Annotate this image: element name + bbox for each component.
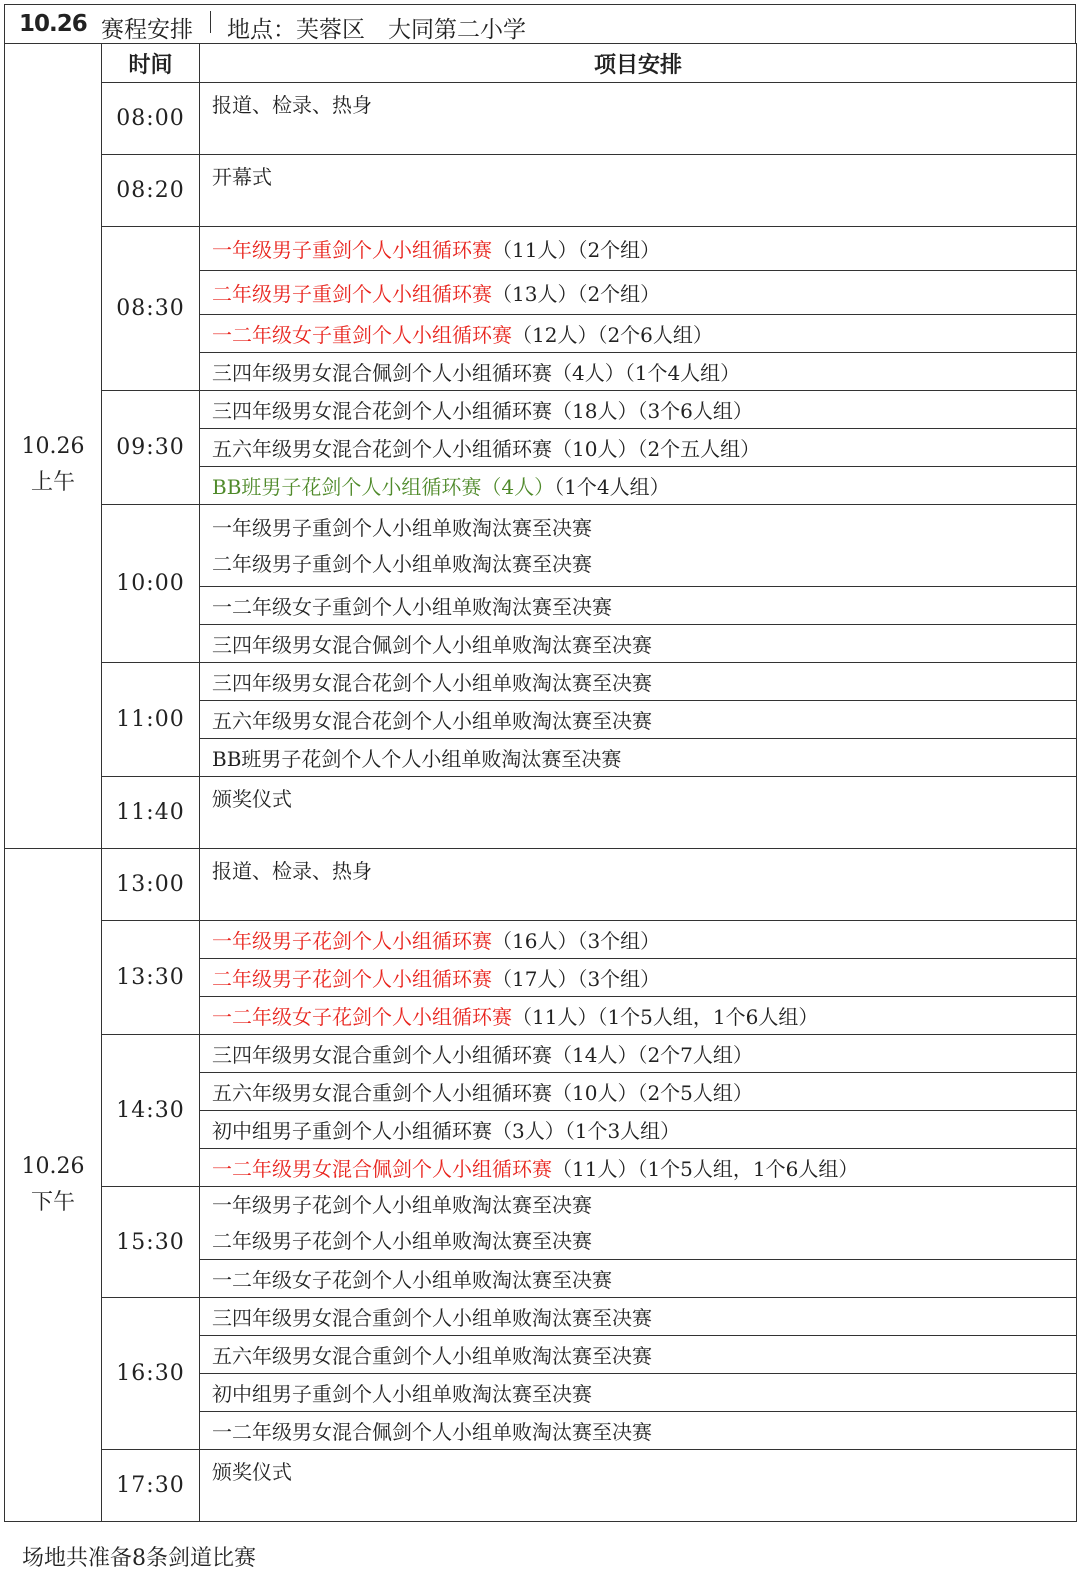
schedule-item [200, 849, 1077, 921]
event-text: 五六年级男女混合花剑个人小组单败淘汰赛至决赛 [212, 709, 652, 733]
schedule-item [200, 505, 1077, 587]
schedule-item [200, 663, 1077, 701]
schedule-item [200, 155, 1077, 227]
schedule-item [200, 1374, 1077, 1412]
time-text: 08:30 [116, 296, 185, 321]
schedule-row [5, 663, 1077, 701]
highlighted-event: 一二年级女子重剑个人小组循环赛 [212, 323, 512, 347]
schedule-item [200, 315, 1077, 353]
event-text: （11人）（1个5人组，1个6人组） [552, 1157, 859, 1181]
schedule-item [200, 271, 1077, 315]
schedule-item [200, 1298, 1077, 1336]
event-text: 报道、检录、热身 [212, 859, 372, 883]
time-text: 10:00 [116, 571, 185, 596]
event-text: 一二年级女子花剑个人小组单败淘汰赛至决赛 [212, 1268, 612, 1292]
time-cell [102, 1298, 200, 1450]
time-cell [102, 1450, 200, 1522]
time-text: 11:00 [116, 707, 185, 732]
time-text: 08:00 [116, 106, 185, 131]
header-schedule-label: 赛程安排 [101, 17, 193, 43]
event-text: （1个4人组） [554, 475, 670, 499]
event-text: 三四年级男女混合花剑个人小组单败淘汰赛至决赛 [212, 671, 652, 695]
time-cell [102, 777, 200, 849]
time-text: 15:30 [116, 1229, 185, 1255]
time-text: 11:40 [116, 800, 185, 825]
session-date: 10.26 [21, 1154, 85, 1179]
time-cell [102, 505, 200, 663]
highlighted-event: 二年级男子重剑个人小组循环赛 [212, 282, 492, 306]
event-text: （13人）（2个组） [492, 282, 661, 306]
schedule-item [200, 1111, 1077, 1149]
event-text: 三四年级男女混合佩剑个人小组单败淘汰赛至决赛 [212, 633, 652, 657]
schedule-item [200, 429, 1077, 467]
schedule-item [200, 391, 1077, 429]
schedule-item [200, 777, 1077, 849]
schedule-row [5, 777, 1077, 849]
time-cell [102, 227, 200, 391]
footer-note: 场地共准备8条剑道比赛 [22, 1546, 256, 1571]
event-text: （11人）（2个组） [492, 238, 661, 262]
time-cell [102, 391, 200, 505]
schedule-row [5, 83, 1077, 155]
time-cell [102, 155, 200, 227]
event-text: BB班男子花剑个人个人小组单败淘汰赛至决赛 [212, 747, 622, 771]
highlighted-event: 二年级男子花剑个人小组循环赛 [212, 967, 492, 991]
event-text: 颁奖仪式 [212, 787, 292, 811]
event-text: 开幕式 [212, 165, 272, 189]
time-text: 16:30 [116, 1361, 185, 1386]
header-location: 地点：芙蓉区 大同第二小学 [227, 17, 526, 43]
schedule-item [200, 83, 1077, 155]
highlighted-event: 一二年级女子花剑个人小组循环赛 [212, 1005, 512, 1029]
time-text: 09:30 [116, 435, 185, 460]
highlighted-event: BB班男子花剑个人小组循环赛（4人） [212, 475, 555, 499]
time-cell [102, 921, 200, 1035]
schedule-row [5, 921, 1077, 959]
event-text: 二年级男子重剑个人小组单败淘汰赛至决赛 [212, 551, 592, 576]
schedule-item [200, 1260, 1077, 1298]
schedule-row [5, 1187, 1077, 1260]
event-text: （12人）（2个6人组） [512, 323, 713, 347]
time-text: 08:20 [116, 178, 185, 203]
schedule-item [200, 1336, 1077, 1374]
schedule-row [5, 1298, 1077, 1336]
corner-cell [5, 44, 102, 83]
event-text: 三四年级男女混合佩剑个人小组循环赛（4人）（1个4人组） [212, 361, 741, 385]
column-header-time: 时间 [102, 44, 200, 83]
session-label-afternoon [5, 849, 102, 1522]
header-date: 10.26 [19, 11, 87, 37]
time-cell [102, 663, 200, 777]
schedule-row [5, 849, 1077, 921]
time-text: 13:00 [116, 872, 185, 897]
column-header-row [5, 44, 1077, 83]
schedule-table [4, 43, 1077, 1522]
schedule-item [200, 1035, 1077, 1073]
event-text: 三四年级男女混合重剑个人小组单败淘汰赛至决赛 [212, 1306, 652, 1330]
schedule-row [5, 391, 1077, 429]
schedule-item [200, 739, 1077, 777]
event-text: 报道、检录、热身 [212, 93, 372, 117]
schedule-item [200, 587, 1077, 625]
event-text: （11人）（1个5人组，1个6人组） [512, 1005, 819, 1029]
event-text: 二年级男子花剑个人小组单败淘汰赛至决赛 [212, 1229, 592, 1253]
schedule-row [5, 155, 1077, 227]
event-text: 一年级男子花剑个人小组单败淘汰赛至决赛 [212, 1193, 592, 1217]
schedule-item [200, 353, 1077, 391]
time-cell [102, 83, 200, 155]
event-text: 一二年级男女混合佩剑个人小组单败淘汰赛至决赛 [212, 1420, 652, 1444]
session-date: 10.26 [21, 434, 85, 460]
session-period: 上午 [30, 470, 75, 496]
time-text: 17:30 [116, 1473, 185, 1498]
event-text: 三四年级男女混合重剑个人小组循环赛（14人）（2个7人组） [212, 1043, 753, 1067]
schedule-item [200, 1412, 1077, 1450]
event-text: 初中组男子重剑个人小组单败淘汰赛至决赛 [212, 1382, 592, 1406]
time-cell [102, 1035, 200, 1187]
schedule-item [200, 467, 1077, 505]
highlighted-event: 一二年级男女混合佩剑个人小组循环赛 [212, 1157, 552, 1181]
time-cell [102, 849, 200, 921]
schedule-item [200, 1187, 1077, 1260]
schedule-item [200, 1450, 1077, 1522]
schedule-item [200, 1149, 1077, 1187]
event-text: 五六年级男女混合重剑个人小组单败淘汰赛至决赛 [212, 1344, 652, 1368]
event-text: 颁奖仪式 [212, 1460, 292, 1484]
event-text: 五六年级男女混合重剑个人小组循环赛（10人）（2个5人组） [212, 1081, 753, 1105]
event-text: 一年级男子重剑个人小组单败淘汰赛至决赛 [212, 515, 592, 540]
event-text: （17人）（3个组） [492, 967, 661, 991]
schedule-item [200, 1073, 1077, 1111]
column-header-items: 项目安排 [200, 44, 1077, 83]
schedule-item [200, 921, 1077, 959]
schedule-row [5, 505, 1077, 587]
schedule-item [200, 997, 1077, 1035]
event-text: 一二年级女子重剑个人小组单败淘汰赛至决赛 [212, 595, 612, 619]
header-divider [210, 11, 211, 33]
highlighted-event: 一年级男子花剑个人小组循环赛 [212, 929, 492, 953]
schedule-item [200, 959, 1077, 997]
time-text: 14:30 [116, 1098, 185, 1123]
schedule-item [200, 227, 1077, 271]
schedule-row [5, 1450, 1077, 1522]
title-row [4, 4, 1076, 44]
schedule-item [200, 701, 1077, 739]
event-text: 三四年级男女混合花剑个人小组循环赛（18人）（3个6人组） [212, 399, 753, 423]
session-period: 下午 [30, 1190, 75, 1215]
schedule-row [5, 227, 1077, 271]
session-label-morning [5, 83, 102, 849]
event-text: 初中组男子重剑个人小组循环赛（3人）（1个3人组） [212, 1119, 681, 1143]
time-cell [102, 1187, 200, 1298]
highlighted-event: 一年级男子重剑个人小组循环赛 [212, 238, 492, 262]
event-text: （16人）（3个组） [492, 929, 661, 953]
schedule-item [200, 625, 1077, 663]
schedule-row [5, 1035, 1077, 1073]
event-text: 五六年级男女混合花剑个人小组循环赛（10人）（2个五人组） [212, 437, 761, 461]
time-text: 13:30 [116, 965, 185, 990]
